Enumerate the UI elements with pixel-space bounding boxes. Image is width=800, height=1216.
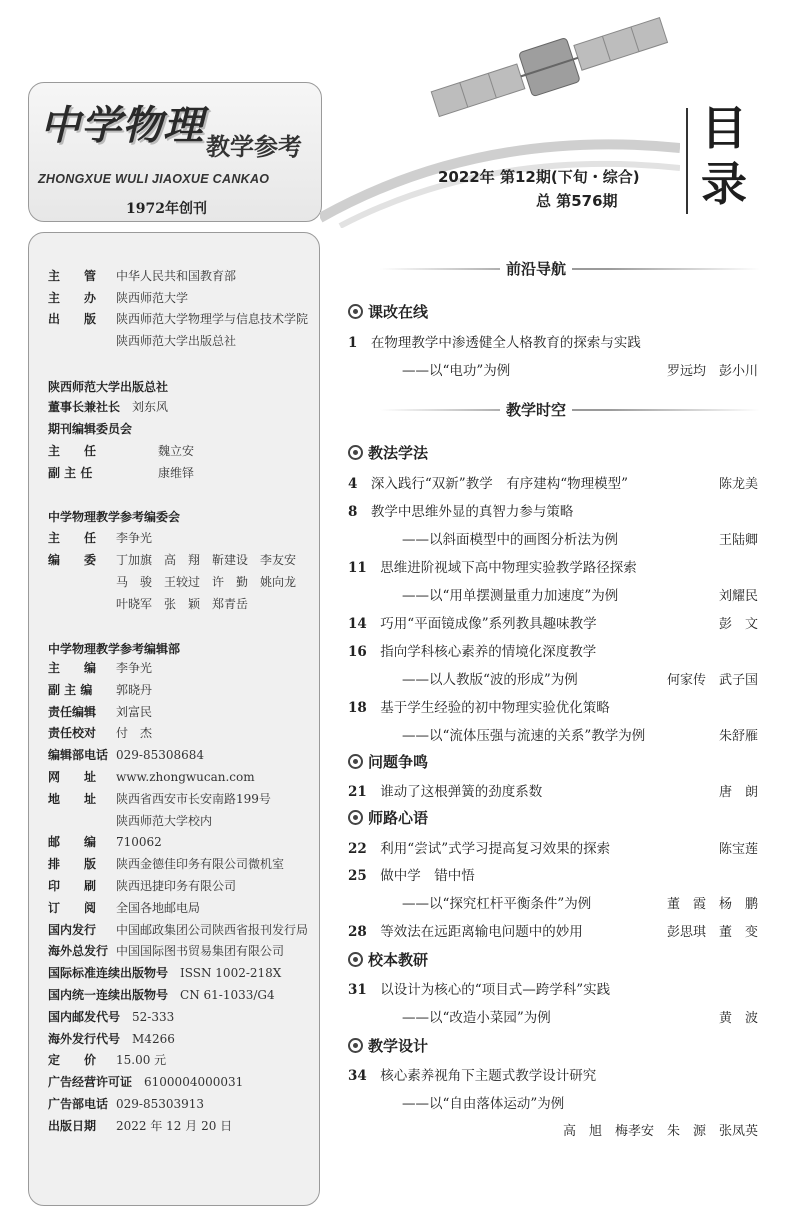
masthead-label: 广告部电话 [48,1097,109,1111]
masthead-value: 付 杰 [116,726,153,741]
masthead-label: 主 任 [48,444,97,458]
masthead-row [48,725,152,741]
article-title: 利用“尝试”式学习提高复习效果的探索 [380,841,611,857]
masthead-row [48,1074,243,1090]
article-author: 何家传 武子国 [666,673,758,688]
masthead-row [48,922,308,938]
masthead-label: 责任校对 [48,726,97,741]
masthead-value: ISSN 1002-218X [180,966,282,981]
masthead-row [48,268,236,284]
article-author: 陈龙美 [718,477,758,492]
masthead-value: 陕西师范大学校内 [116,813,213,828]
article-author: 王陆卿 [718,533,758,548]
page-number: 4 [348,476,358,492]
masthead-row [48,1009,174,1025]
masthead-label: 邮 编 [48,835,97,850]
section-bullet-icon [348,810,363,825]
article-title: 等效法在远距离输电问题中的妙用 [380,924,583,940]
masthead-label: 国内统一连续出版物号 [48,988,169,1002]
satellite-icon [430,14,670,124]
article-title: 核心素养视角下主题式教学设计研究 [380,1068,597,1084]
masthead-label: 主 办 [48,290,97,305]
masthead-value: 刘富民 [116,704,153,719]
toc-entry[interactable] [348,978,610,998]
masthead-label: 地 址 [48,791,97,806]
article-author: 陈宝莲 [718,842,758,857]
masthead-label: 副 主 编 [48,682,93,697]
journal-logo-subtitle: 教学参考 [206,133,302,161]
masthead-row [48,747,204,763]
masthead-value: 郭晓丹 [116,682,153,697]
article-title: 做中学 错中悟 [380,868,475,884]
masthead-row [48,1096,204,1112]
article-title: 深入践行“双新”教学 有序建构“物理模型” [370,476,629,492]
masthead-row [48,399,168,415]
page-number: 14 [348,616,367,632]
masthead-row [48,443,194,459]
toc-entry[interactable] [348,920,583,940]
masthead-value: 李争光 [116,531,153,545]
toc-entry[interactable] [348,500,573,520]
article-title: 在物理教学中渗透健全人格教育的探索与实践 [370,335,641,351]
masthead-label: 主 任 [48,531,97,545]
masthead-row [48,791,271,807]
masthead-row [48,813,212,829]
masthead-label: 董事长兼社长 [48,400,121,414]
section-bullet-icon [348,952,363,967]
masthead-row [48,965,281,981]
masthead-value[interactable]: www.zhongwucan.com [116,770,255,784]
article-author: 黄 波 [718,1011,758,1026]
masthead-label: 出 版 [48,312,97,326]
article-subtitle: ——以人教版“波的形成”为例 [402,672,578,688]
masthead-row [48,1118,232,1134]
masthead-label: 定 价 [48,1053,97,1068]
masthead-section-heading: 陕西师范大学出版总社 [48,380,169,394]
masthead-label: 国际标准连续出版物号 [48,966,169,981]
article-subtitle: ——以“用单摆测量重力加速度”为例 [402,588,619,604]
masthead-row [48,311,308,327]
masthead-label: 订 阅 [48,900,97,915]
masthead-row [48,574,296,590]
masthead-label: 副 主 任 [48,466,93,480]
masthead-value: 陕西师范大学 [116,290,189,305]
article-title: 基于学生经验的初中物理实验优化策略 [380,700,610,716]
article-subtitle: ——以“电功”为例 [402,363,511,379]
issue-number: 2022年 第12期(下旬・综合) [438,168,640,186]
masthead-row [48,421,144,437]
masthead-row [48,552,296,568]
band-title-teaching: 教学时空 [500,399,572,420]
masthead-label: 主 编 [48,661,97,675]
masthead-row [48,530,152,546]
masthead-label: 海外发行代号 [48,1031,121,1046]
masthead-value: 李争光 [116,661,153,675]
section-bullet-icon [348,754,363,769]
header-divider [686,108,688,214]
masthead-row [48,900,200,916]
masthead-row [48,1031,175,1047]
masthead-value: 陕西迅捷印务有限公司 [116,879,237,893]
article-subtitle: ——以“自由落体运动”为例 [402,1096,565,1112]
article-author: 彭思琪 董 变 [666,925,758,940]
article-author: 彭 文 [718,617,758,632]
masthead-label: 印 刷 [48,879,97,893]
page-number: 8 [348,504,358,520]
masthead-label: 国内邮发代号 [48,1009,121,1024]
page-number: 11 [348,560,367,576]
page-number: 28 [348,924,367,940]
article-author: 罗远均 彭小川 [666,364,758,379]
masthead-label: 网 址 [48,770,97,784]
masthead-label: 责任编辑 [48,704,97,719]
masthead-value: 52-333 [132,1009,175,1024]
founded-year: 1972年创刊 [126,201,207,217]
masthead-label: 主 管 [48,269,97,283]
masthead-label: 排 版 [48,857,97,872]
section-title: 师路心语 [368,809,429,827]
article-author: 刘耀民 [718,589,758,604]
masthead-value: 马 骏 王较过 许 勤 姚向龙 [116,575,297,589]
masthead-row [48,987,275,1003]
article-author: 朱舒雁 [718,729,758,744]
masthead-value: 陕西省西安市长安南路199号 [116,791,271,806]
toc-title: 目录 [701,101,747,211]
toc-entry[interactable] [348,472,628,492]
masthead-row [48,660,152,676]
masthead-label: 编辑部电话 [48,748,109,763]
section-title: 问题争鸣 [368,753,429,771]
page-number: 18 [348,700,367,716]
masthead-label: 期刊编辑委员会 [48,422,133,436]
journal-logo: 中学物理 [40,102,204,149]
section-bullet-icon [348,304,363,319]
masthead-value: 15.00 元 [116,1053,167,1068]
masthead-row [48,1052,166,1068]
masthead-section-heading: 中学物理教学参考编辑部 [48,642,181,656]
page-number: 34 [348,1068,367,1084]
article-author: 董 霞 杨 鹏 [666,897,758,912]
total-issue-number: 总 第576期 [536,192,618,210]
masthead-row [48,943,284,959]
page-number: 21 [348,784,367,800]
masthead-row [48,465,194,481]
masthead-row [48,856,284,872]
masthead-value: 中华人民共和国教育部 [116,269,237,283]
masthead-label: 国内发行 [48,922,97,937]
toc-entry[interactable] [348,331,641,351]
masthead-value: M4266 [132,1031,175,1046]
article-title: 巧用“平面镜成像”系列教具趣味教学 [380,616,597,632]
masthead-section-heading: 中学物理教学参考编委会 [48,510,181,524]
masthead-value: 中国国际图书贸易集团有限公司 [116,944,285,959]
section-bullet-icon [348,445,363,460]
masthead-label: 广告经营许可证 [48,1075,133,1090]
section-title: 课改在线 [368,303,429,321]
article-title: 指向学科核心素养的情境化深度教学 [380,644,597,660]
masthead-label: 出版日期 [48,1118,97,1133]
article-subtitle: ——以“流体压强与流速的关系”教学为例 [402,728,646,744]
page-number: 1 [348,335,358,351]
masthead-row [48,834,162,850]
masthead-label: 海外总发行 [48,944,109,959]
masthead-value: 029-85303913 [116,1097,205,1111]
section-title: 教学设计 [368,1037,429,1055]
masthead-row [48,878,236,894]
section-title: 教法学法 [368,444,429,462]
article-title: 教学中思维外显的真智力参与策略 [370,504,574,520]
article-author: 唐 朗 [718,785,758,800]
masthead-row [48,333,236,349]
article-subtitle: ——以“改造小菜园”为例 [402,1010,551,1026]
masthead-row [48,769,255,785]
masthead-value: 丁加旗 高 翔 靳建设 李友安 [116,553,297,567]
article-title: 思维进阶视域下高中物理实验教学路径探索 [380,560,637,576]
masthead-value: 全国各地邮电局 [116,900,201,915]
journal-logo-pinyin: ZHONGXUE WULI JIAOXUE CANKAO [38,172,270,186]
masthead-value: CN 61-1033/G4 [180,988,275,1002]
article-title: 谁动了这根弹簧的劲度系数 [380,784,543,800]
toc-entry[interactable] [348,612,597,632]
article-subtitle: ——以“探究杠杆平衡条件”为例 [402,896,592,912]
band-title-frontier: 前沿导航 [500,258,572,279]
masthead-value: 2022 年 12 月 20 日 [116,1118,233,1133]
section-title: 校本教研 [368,951,429,969]
masthead-value: 陕西师范大学出版总社 [116,333,237,348]
masthead-value: 叶晓军 张 颖 郑青岳 [116,597,249,611]
toc-entry[interactable] [348,837,610,857]
masthead-value: 康维铎 [158,466,195,480]
masthead-value: 陕西师范大学物理学与信息技术学院 [116,312,309,326]
masthead-value: 710062 [116,835,162,850]
masthead-label: 编 委 [48,553,97,567]
toc-entry[interactable] [348,640,596,660]
masthead-row [48,290,188,306]
page-number: 22 [348,841,367,857]
page-number: 25 [348,868,367,884]
masthead-row [48,704,152,720]
toc-entry[interactable] [348,780,542,800]
masthead-value: 6100004000031 [144,1075,244,1090]
masthead-value: 029-85308684 [116,748,205,763]
masthead-value: 魏立安 [158,444,195,458]
masthead-row [48,682,152,698]
masthead-row [48,596,248,612]
page-number: 31 [348,982,367,998]
toc-entry[interactable] [348,864,475,884]
masthead-value: 陕西金德佳印务有限公司微机室 [116,857,285,872]
masthead-value: 刘东风 [132,400,169,414]
toc-entry[interactable] [348,1064,596,1084]
masthead-value: 中国邮政集团公司陕西省报刊发行局 [116,922,309,937]
article-author: 高 旭 梅孝安 朱 源 张凤英 [562,1124,758,1139]
section-bullet-icon [348,1038,363,1053]
toc-entry[interactable] [348,696,610,716]
article-subtitle: ——以斜面模型中的画图分析法为例 [402,532,618,548]
article-title: 以设计为核心的“项目式—跨学科”实践 [380,982,611,998]
page-number: 16 [348,644,367,660]
toc-entry[interactable] [348,556,637,576]
